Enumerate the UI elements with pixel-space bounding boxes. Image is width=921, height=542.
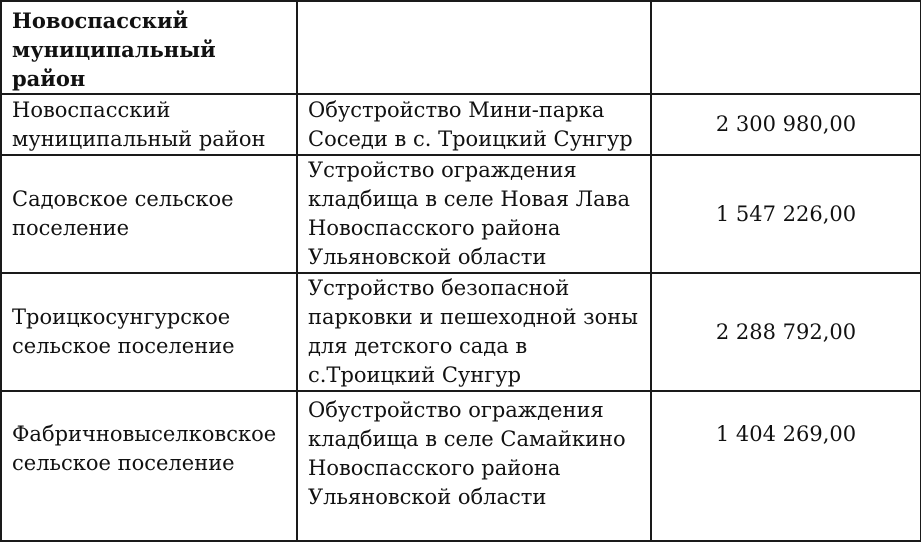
table-row xyxy=(1,391,921,541)
amount-cell: 1 547 226,00 xyxy=(651,155,921,273)
amount-cell: 2 288 792,00 xyxy=(651,273,921,391)
municipality-cell: Садовское сельское поселение xyxy=(1,155,297,273)
municipality-cell: Новоспасский муниципальный район xyxy=(1,94,297,155)
section-header-amount xyxy=(651,1,921,94)
project-cell: Устройство ограждения кладбища в селе Новая Лава Новоспасского района Ульяновской области xyxy=(297,155,651,273)
section-header-row xyxy=(1,1,921,94)
project-cell: Устройство безопасной парковки и пешеходной зоны для детского сада в с.Троицкий Сунгур xyxy=(297,273,651,391)
project-cell: Обустройство Мини-парка Соседи в с. Троицкий Сунгур xyxy=(297,94,651,155)
amount-cell: 2 300 980,00 xyxy=(651,94,921,155)
municipality-cell: Троицкосунгурское сельское поселение xyxy=(1,273,297,391)
section-header-municipality: Новоспасский муниципальный район xyxy=(1,1,297,94)
section-header-project xyxy=(297,1,651,94)
amount-cell: 1 404 269,00 xyxy=(651,391,921,541)
table-row xyxy=(1,155,921,273)
project-cell: Обустройство ограждения кладбища в селе Самайкино Новоспасского района Ульяновской области xyxy=(297,391,651,541)
table-row xyxy=(1,273,921,391)
municipality-cell: Фабричновыселковское сельское поселение xyxy=(1,391,297,541)
table-row xyxy=(1,94,921,155)
